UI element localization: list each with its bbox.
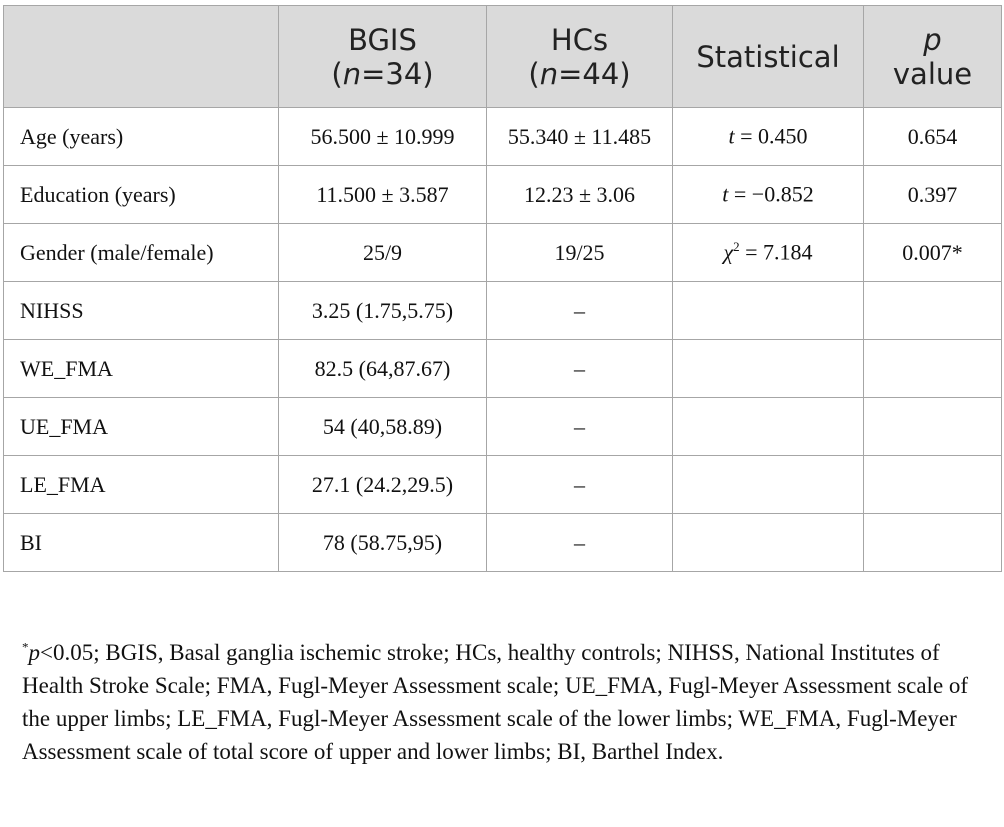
table-row [4, 108, 1002, 166]
header-row [4, 6, 1002, 108]
table-row [4, 166, 1002, 224]
p-value: 0.397 [864, 166, 1002, 224]
hcs-value: – [487, 398, 673, 456]
bgis-value: 27.1 (24.2,29.5) [279, 456, 487, 514]
stat-superscript: 2 [733, 239, 740, 255]
p-value [864, 398, 1002, 456]
header-bgis-n: (n=34) [331, 56, 434, 91]
hcs-value: – [487, 514, 673, 572]
p-value: 0.654 [864, 108, 1002, 166]
header-bgis-n-var: n [342, 56, 362, 91]
statistical-value [673, 166, 864, 224]
table-body [4, 108, 1002, 572]
bgis-value: 82.5 (64,87.67) [279, 340, 487, 398]
footnote-marker: * [22, 639, 29, 655]
row-label: BI [4, 514, 279, 572]
statistical-value [673, 282, 864, 340]
p-value [864, 340, 1002, 398]
header-cell-variable [4, 6, 279, 108]
header-cell-bgis [279, 6, 487, 108]
table-header [4, 6, 1002, 108]
stat-variable: t [728, 123, 735, 149]
header-hcs-name: HCs [550, 22, 609, 57]
header-bgis-n-rest: =34) [361, 56, 434, 91]
table-footnote [22, 636, 982, 768]
p-value [864, 282, 1002, 340]
table-row [4, 224, 1002, 282]
statistical-value [673, 340, 864, 398]
footnote-p-var: p [28, 640, 40, 665]
p-value [864, 456, 1002, 514]
stat-variable: t [722, 181, 729, 207]
stat-number: = 7.184 [739, 239, 813, 265]
stat-variable: χ [723, 239, 734, 265]
statistical-value [673, 108, 864, 166]
header-cell-hcs [487, 6, 673, 108]
table-row [4, 514, 1002, 572]
table-row [4, 398, 1002, 456]
statistical-value [673, 514, 864, 572]
hcs-value: – [487, 340, 673, 398]
bgis-value: 56.500 ± 10.999 [279, 108, 487, 166]
p-value [864, 514, 1002, 572]
stat-number: = −0.852 [728, 181, 814, 207]
bgis-value: 11.500 ± 3.587 [279, 166, 487, 224]
table-row [4, 340, 1002, 398]
demographics-table [3, 5, 1002, 572]
hcs-value: 12.23 ± 3.06 [487, 166, 673, 224]
table-row [4, 282, 1002, 340]
row-label: LE_FMA [4, 456, 279, 514]
header-p-rest: value [892, 56, 973, 91]
row-label: Gender (male/female) [4, 224, 279, 282]
statistical-value [673, 398, 864, 456]
header-cell-p-value [864, 6, 1002, 108]
row-label: NIHSS [4, 282, 279, 340]
header-bgis-name: BGIS [348, 22, 417, 57]
header-cell-statistical: Statistical [673, 6, 864, 108]
hcs-value: 55.340 ± 11.485 [487, 108, 673, 166]
bgis-value: 78 (58.75,95) [279, 514, 487, 572]
statistical-value [673, 224, 864, 282]
bgis-value: 54 (40,58.89) [279, 398, 487, 456]
data-table-container [3, 5, 1001, 572]
hcs-value: – [487, 282, 673, 340]
bgis-value: 25/9 [279, 224, 487, 282]
row-label: WE_FMA [4, 340, 279, 398]
hcs-value: – [487, 456, 673, 514]
statistical-value [673, 456, 864, 514]
row-label: Education (years) [4, 166, 279, 224]
header-hcs-n-rest: =44) [558, 56, 631, 91]
table-row [4, 456, 1002, 514]
header-hcs-n-var: n [539, 56, 559, 91]
hcs-value: 19/25 [487, 224, 673, 282]
footnote-text: <0.05; BGIS, Basal ganglia ischemic stroke; HCs, healthy controls; NIHSS, National Institutes of Health Stroke Scale; FMA, Fugl-Meyer Assessment scale; UE_FMA, Fugl-Meyer Assessment scale of the upper limbs; LE_FMA, Fugl-Meyer Assessment scale of the lower limbs; WE_FMA, Fugl-Meyer Assessment scale of total score of upper and lower limbs; BI, Barthel Index. [22, 640, 969, 764]
p-value: 0.007* [864, 224, 1002, 282]
bgis-value: 3.25 (1.75,5.75) [279, 282, 487, 340]
row-label: Age (years) [4, 108, 279, 166]
header-hcs-n: (n=44) [528, 56, 631, 91]
stat-number: = 0.450 [734, 123, 808, 149]
header-p-var: p [923, 22, 942, 57]
row-label: UE_FMA [4, 398, 279, 456]
